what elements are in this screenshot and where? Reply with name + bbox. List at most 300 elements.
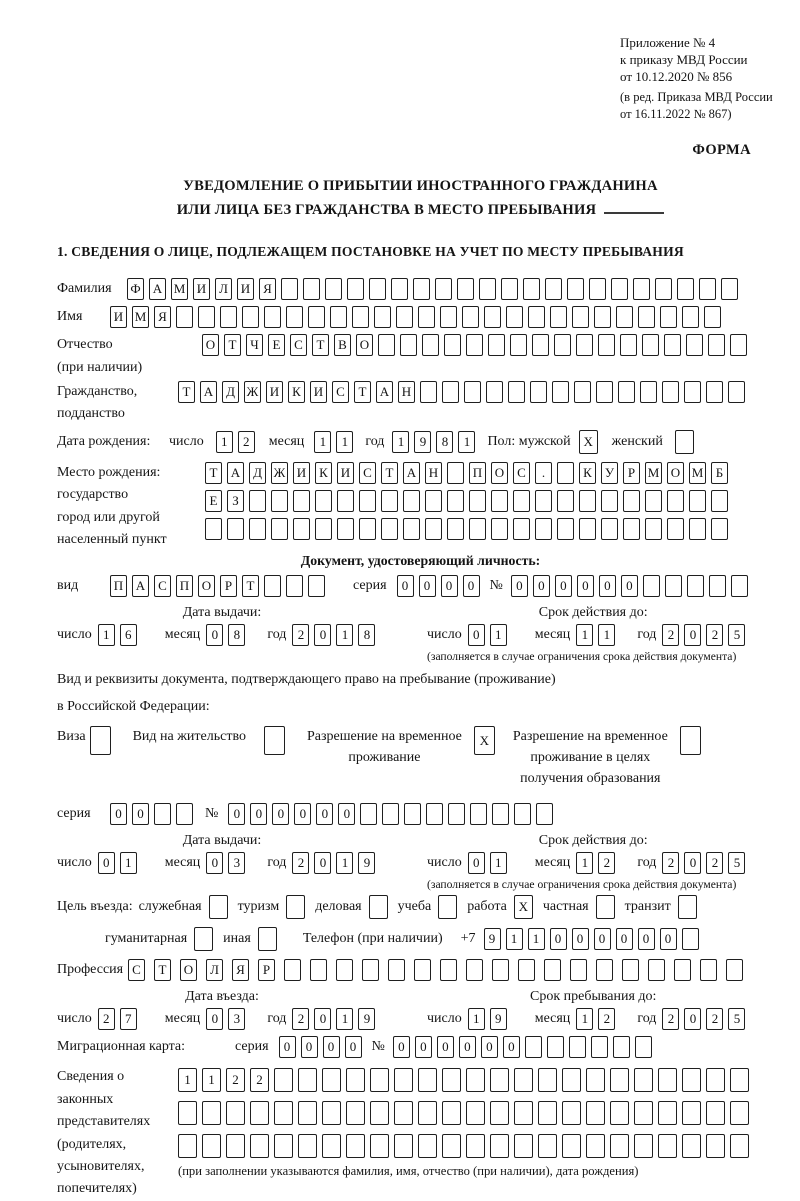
char-cell[interactable]: И bbox=[237, 278, 254, 300]
char-cell[interactable]: 2 bbox=[662, 1008, 679, 1030]
char-cell[interactable] bbox=[538, 1101, 557, 1125]
char-cell[interactable] bbox=[220, 306, 237, 328]
char-cell[interactable]: Т bbox=[224, 334, 241, 356]
char-cell[interactable] bbox=[530, 381, 547, 403]
char-cell[interactable]: 1 bbox=[314, 431, 331, 453]
char-cell[interactable] bbox=[596, 895, 615, 919]
char-cell[interactable] bbox=[310, 959, 327, 981]
char-cell[interactable] bbox=[176, 306, 193, 328]
char-cell[interactable] bbox=[680, 726, 701, 755]
char-cell[interactable] bbox=[347, 278, 364, 300]
char-cell[interactable] bbox=[194, 927, 213, 951]
char-cell[interactable] bbox=[258, 927, 277, 951]
char-cell[interactable] bbox=[264, 726, 285, 755]
char-cell[interactable] bbox=[293, 490, 310, 512]
char-cell[interactable] bbox=[298, 1134, 317, 1158]
char-cell[interactable]: Я bbox=[259, 278, 276, 300]
char-cell[interactable]: 2 bbox=[292, 852, 309, 874]
char-cell[interactable]: X bbox=[514, 895, 533, 919]
char-cell[interactable] bbox=[492, 959, 509, 981]
char-cell[interactable] bbox=[645, 518, 662, 540]
char-cell[interactable] bbox=[202, 1101, 221, 1125]
char-cell[interactable] bbox=[274, 1101, 293, 1125]
char-cell[interactable] bbox=[286, 895, 305, 919]
char-cell[interactable]: 1 bbox=[576, 1008, 593, 1030]
char-cell[interactable] bbox=[370, 1101, 389, 1125]
char-cell[interactable] bbox=[394, 1101, 413, 1125]
char-cell[interactable]: О bbox=[180, 959, 197, 981]
char-cell[interactable] bbox=[469, 490, 486, 512]
char-cell[interactable]: 2 bbox=[662, 624, 679, 646]
char-cell[interactable] bbox=[274, 1134, 293, 1158]
char-cell[interactable]: 5 bbox=[728, 1008, 745, 1030]
char-cell[interactable]: 2 bbox=[292, 624, 309, 646]
char-cell[interactable]: 7 bbox=[120, 1008, 137, 1030]
char-cell[interactable] bbox=[352, 306, 369, 328]
char-cell[interactable] bbox=[552, 381, 569, 403]
char-cell[interactable] bbox=[682, 1068, 701, 1092]
char-cell[interactable]: 0 bbox=[415, 1036, 432, 1058]
char-cell[interactable]: . bbox=[535, 462, 552, 484]
char-cell[interactable] bbox=[635, 1036, 652, 1058]
char-cell[interactable] bbox=[391, 278, 408, 300]
char-cell[interactable]: А bbox=[132, 575, 149, 597]
char-cell[interactable] bbox=[677, 278, 694, 300]
char-cell[interactable]: Б bbox=[711, 462, 728, 484]
char-cell[interactable]: 1 bbox=[336, 852, 353, 874]
char-cell[interactable] bbox=[700, 959, 717, 981]
char-cell[interactable]: 2 bbox=[598, 1008, 615, 1030]
char-cell[interactable]: М bbox=[689, 462, 706, 484]
char-cell[interactable]: 1 bbox=[336, 624, 353, 646]
char-cell[interactable] bbox=[488, 334, 505, 356]
char-cell[interactable] bbox=[536, 803, 553, 825]
char-cell[interactable] bbox=[226, 1101, 245, 1125]
char-cell[interactable] bbox=[730, 334, 747, 356]
char-cell[interactable]: 5 bbox=[728, 852, 745, 874]
char-cell[interactable]: 9 bbox=[490, 1008, 507, 1030]
char-cell[interactable]: 2 bbox=[292, 1008, 309, 1030]
char-cell[interactable] bbox=[730, 1134, 749, 1158]
char-cell[interactable] bbox=[447, 490, 464, 512]
char-cell[interactable] bbox=[645, 490, 662, 512]
char-cell[interactable] bbox=[202, 1134, 221, 1158]
char-cell[interactable] bbox=[535, 490, 552, 512]
char-cell[interactable]: 2 bbox=[598, 852, 615, 874]
char-cell[interactable]: 0 bbox=[660, 928, 677, 950]
char-cell[interactable] bbox=[337, 518, 354, 540]
char-cell[interactable] bbox=[682, 928, 699, 950]
char-cell[interactable]: 0 bbox=[437, 1036, 454, 1058]
char-cell[interactable] bbox=[466, 1068, 485, 1092]
char-cell[interactable] bbox=[538, 1134, 557, 1158]
char-cell[interactable]: 2 bbox=[706, 1008, 723, 1030]
char-cell[interactable] bbox=[506, 306, 523, 328]
char-cell[interactable] bbox=[620, 334, 637, 356]
char-cell[interactable] bbox=[730, 1068, 749, 1092]
char-cell[interactable] bbox=[667, 518, 684, 540]
char-cell[interactable] bbox=[689, 490, 706, 512]
char-cell[interactable]: Т bbox=[312, 334, 329, 356]
char-cell[interactable] bbox=[706, 1068, 725, 1092]
char-cell[interactable]: Ж bbox=[271, 462, 288, 484]
char-cell[interactable] bbox=[598, 334, 615, 356]
char-cell[interactable] bbox=[435, 278, 452, 300]
char-cell[interactable] bbox=[404, 803, 421, 825]
char-cell[interactable] bbox=[596, 381, 613, 403]
char-cell[interactable]: З bbox=[227, 490, 244, 512]
char-cell[interactable]: А bbox=[403, 462, 420, 484]
char-cell[interactable] bbox=[250, 1101, 269, 1125]
char-cell[interactable]: 0 bbox=[279, 1036, 296, 1058]
char-cell[interactable] bbox=[557, 518, 574, 540]
char-cell[interactable] bbox=[514, 1101, 533, 1125]
char-cell[interactable]: С bbox=[332, 381, 349, 403]
char-cell[interactable] bbox=[442, 381, 459, 403]
char-cell[interactable] bbox=[638, 306, 655, 328]
char-cell[interactable] bbox=[514, 1068, 533, 1092]
char-cell[interactable]: О bbox=[491, 462, 508, 484]
char-cell[interactable] bbox=[381, 518, 398, 540]
char-cell[interactable] bbox=[662, 381, 679, 403]
char-cell[interactable] bbox=[658, 1134, 677, 1158]
char-cell[interactable]: 0 bbox=[228, 803, 245, 825]
char-cell[interactable] bbox=[538, 1068, 557, 1092]
char-cell[interactable]: 1 bbox=[120, 852, 137, 874]
char-cell[interactable] bbox=[422, 334, 439, 356]
char-cell[interactable] bbox=[513, 518, 530, 540]
char-cell[interactable]: И bbox=[310, 381, 327, 403]
char-cell[interactable]: 3 bbox=[228, 852, 245, 874]
char-cell[interactable] bbox=[572, 306, 589, 328]
char-cell[interactable] bbox=[271, 518, 288, 540]
char-cell[interactable]: 0 bbox=[397, 575, 414, 597]
char-cell[interactable] bbox=[414, 959, 431, 981]
char-cell[interactable] bbox=[308, 306, 325, 328]
char-cell[interactable]: Н bbox=[425, 462, 442, 484]
char-cell[interactable] bbox=[322, 1068, 341, 1092]
char-cell[interactable]: М bbox=[645, 462, 662, 484]
char-cell[interactable] bbox=[298, 1101, 317, 1125]
char-cell[interactable] bbox=[658, 1101, 677, 1125]
char-cell[interactable]: Р bbox=[623, 462, 640, 484]
char-cell[interactable]: 0 bbox=[272, 803, 289, 825]
char-cell[interactable] bbox=[513, 490, 530, 512]
char-cell[interactable] bbox=[528, 306, 545, 328]
char-cell[interactable] bbox=[611, 278, 628, 300]
char-cell[interactable] bbox=[491, 518, 508, 540]
char-cell[interactable]: 0 bbox=[206, 1008, 223, 1030]
char-cell[interactable]: И bbox=[337, 462, 354, 484]
char-cell[interactable] bbox=[664, 334, 681, 356]
char-cell[interactable] bbox=[369, 895, 388, 919]
char-cell[interactable] bbox=[418, 1134, 437, 1158]
char-cell[interactable] bbox=[678, 895, 697, 919]
char-cell[interactable] bbox=[490, 1068, 509, 1092]
char-cell[interactable] bbox=[545, 278, 562, 300]
char-cell[interactable] bbox=[706, 381, 723, 403]
char-cell[interactable]: 0 bbox=[345, 1036, 362, 1058]
char-cell[interactable] bbox=[508, 381, 525, 403]
char-cell[interactable]: 0 bbox=[206, 624, 223, 646]
char-cell[interactable]: 0 bbox=[314, 852, 331, 874]
char-cell[interactable]: Р bbox=[220, 575, 237, 597]
char-cell[interactable] bbox=[403, 518, 420, 540]
char-cell[interactable]: О bbox=[198, 575, 215, 597]
char-cell[interactable]: 0 bbox=[419, 575, 436, 597]
char-cell[interactable] bbox=[457, 278, 474, 300]
char-cell[interactable] bbox=[557, 462, 574, 484]
char-cell[interactable] bbox=[704, 306, 721, 328]
char-cell[interactable] bbox=[369, 278, 386, 300]
char-cell[interactable] bbox=[514, 803, 531, 825]
char-cell[interactable] bbox=[484, 306, 501, 328]
char-cell[interactable] bbox=[293, 518, 310, 540]
char-cell[interactable]: О bbox=[667, 462, 684, 484]
char-cell[interactable] bbox=[633, 278, 650, 300]
char-cell[interactable]: 2 bbox=[250, 1068, 269, 1092]
char-cell[interactable] bbox=[525, 1036, 542, 1058]
char-cell[interactable]: Е bbox=[205, 490, 222, 512]
char-cell[interactable]: Е bbox=[268, 334, 285, 356]
char-cell[interactable] bbox=[469, 518, 486, 540]
char-cell[interactable]: 0 bbox=[684, 624, 701, 646]
char-cell[interactable] bbox=[249, 490, 266, 512]
char-cell[interactable] bbox=[264, 306, 281, 328]
char-cell[interactable] bbox=[574, 381, 591, 403]
char-cell[interactable] bbox=[567, 278, 584, 300]
char-cell[interactable]: 1 bbox=[576, 852, 593, 874]
char-cell[interactable]: И bbox=[293, 462, 310, 484]
char-cell[interactable] bbox=[325, 278, 342, 300]
char-cell[interactable]: Т bbox=[205, 462, 222, 484]
char-cell[interactable] bbox=[205, 518, 222, 540]
char-cell[interactable] bbox=[610, 1068, 629, 1092]
char-cell[interactable]: И bbox=[110, 306, 127, 328]
char-cell[interactable]: X bbox=[579, 430, 598, 454]
char-cell[interactable]: Т bbox=[154, 959, 171, 981]
char-cell[interactable]: В bbox=[334, 334, 351, 356]
char-cell[interactable]: 3 bbox=[228, 1008, 245, 1030]
char-cell[interactable] bbox=[394, 1134, 413, 1158]
char-cell[interactable] bbox=[569, 1036, 586, 1058]
char-cell[interactable] bbox=[618, 381, 635, 403]
char-cell[interactable]: 0 bbox=[314, 1008, 331, 1030]
char-cell[interactable] bbox=[418, 1101, 437, 1125]
char-cell[interactable] bbox=[610, 1134, 629, 1158]
char-cell[interactable] bbox=[687, 575, 704, 597]
char-cell[interactable] bbox=[444, 334, 461, 356]
char-cell[interactable] bbox=[370, 1134, 389, 1158]
char-cell[interactable]: 0 bbox=[621, 575, 638, 597]
char-cell[interactable] bbox=[623, 518, 640, 540]
char-cell[interactable] bbox=[420, 381, 437, 403]
char-cell[interactable]: 1 bbox=[576, 624, 593, 646]
char-cell[interactable] bbox=[378, 334, 395, 356]
char-cell[interactable]: О bbox=[202, 334, 219, 356]
char-cell[interactable]: 0 bbox=[316, 803, 333, 825]
char-cell[interactable]: X bbox=[474, 726, 495, 755]
char-cell[interactable] bbox=[359, 490, 376, 512]
char-cell[interactable] bbox=[209, 895, 228, 919]
char-cell[interactable]: 0 bbox=[550, 928, 567, 950]
char-cell[interactable] bbox=[684, 381, 701, 403]
char-cell[interactable]: 0 bbox=[314, 624, 331, 646]
char-cell[interactable] bbox=[708, 334, 725, 356]
char-cell[interactable]: Ф bbox=[127, 278, 144, 300]
char-cell[interactable] bbox=[667, 490, 684, 512]
char-cell[interactable] bbox=[589, 278, 606, 300]
char-cell[interactable]: 9 bbox=[414, 431, 431, 453]
char-cell[interactable] bbox=[442, 1101, 461, 1125]
char-cell[interactable] bbox=[491, 490, 508, 512]
char-cell[interactable] bbox=[315, 490, 332, 512]
char-cell[interactable] bbox=[298, 1068, 317, 1092]
char-cell[interactable]: 1 bbox=[336, 431, 353, 453]
char-cell[interactable]: Я bbox=[154, 306, 171, 328]
char-cell[interactable] bbox=[374, 306, 391, 328]
char-cell[interactable]: 2 bbox=[662, 852, 679, 874]
char-cell[interactable] bbox=[315, 518, 332, 540]
char-cell[interactable]: 0 bbox=[684, 852, 701, 874]
char-cell[interactable] bbox=[362, 959, 379, 981]
char-cell[interactable]: 0 bbox=[110, 803, 127, 825]
char-cell[interactable] bbox=[249, 518, 266, 540]
char-cell[interactable] bbox=[466, 334, 483, 356]
char-cell[interactable]: 9 bbox=[358, 852, 375, 874]
char-cell[interactable] bbox=[544, 959, 561, 981]
char-cell[interactable] bbox=[674, 959, 691, 981]
char-cell[interactable] bbox=[562, 1101, 581, 1125]
char-cell[interactable] bbox=[447, 462, 464, 484]
char-cell[interactable] bbox=[396, 306, 413, 328]
char-cell[interactable] bbox=[466, 1101, 485, 1125]
char-cell[interactable]: 1 bbox=[468, 1008, 485, 1030]
char-cell[interactable] bbox=[547, 1036, 564, 1058]
char-cell[interactable]: 2 bbox=[706, 624, 723, 646]
char-cell[interactable] bbox=[642, 334, 659, 356]
char-cell[interactable] bbox=[90, 726, 111, 755]
char-cell[interactable] bbox=[178, 1101, 197, 1125]
char-cell[interactable] bbox=[382, 803, 399, 825]
char-cell[interactable] bbox=[370, 1068, 389, 1092]
char-cell[interactable]: К bbox=[315, 462, 332, 484]
char-cell[interactable] bbox=[711, 518, 728, 540]
char-cell[interactable] bbox=[643, 575, 660, 597]
char-cell[interactable]: Т bbox=[178, 381, 195, 403]
char-cell[interactable] bbox=[721, 278, 738, 300]
char-cell[interactable]: 0 bbox=[616, 928, 633, 950]
char-cell[interactable] bbox=[448, 803, 465, 825]
char-cell[interactable] bbox=[322, 1101, 341, 1125]
char-cell[interactable]: 2 bbox=[706, 852, 723, 874]
char-cell[interactable] bbox=[726, 959, 743, 981]
char-cell[interactable] bbox=[634, 1134, 653, 1158]
char-cell[interactable] bbox=[198, 306, 215, 328]
char-cell[interactable]: 9 bbox=[484, 928, 501, 950]
char-cell[interactable] bbox=[709, 575, 726, 597]
char-cell[interactable] bbox=[322, 1134, 341, 1158]
char-cell[interactable] bbox=[271, 490, 288, 512]
char-cell[interactable]: 2 bbox=[238, 431, 255, 453]
char-cell[interactable] bbox=[634, 1068, 653, 1092]
char-cell[interactable] bbox=[492, 803, 509, 825]
char-cell[interactable]: 0 bbox=[468, 624, 485, 646]
char-cell[interactable] bbox=[303, 278, 320, 300]
char-cell[interactable] bbox=[466, 1134, 485, 1158]
char-cell[interactable] bbox=[532, 334, 549, 356]
char-cell[interactable]: 0 bbox=[393, 1036, 410, 1058]
char-cell[interactable] bbox=[346, 1068, 365, 1092]
char-cell[interactable] bbox=[510, 334, 527, 356]
char-cell[interactable] bbox=[394, 1068, 413, 1092]
char-cell[interactable] bbox=[711, 490, 728, 512]
char-cell[interactable] bbox=[623, 490, 640, 512]
char-cell[interactable] bbox=[655, 278, 672, 300]
char-cell[interactable]: 2 bbox=[226, 1068, 245, 1092]
char-cell[interactable]: С bbox=[128, 959, 145, 981]
char-cell[interactable] bbox=[576, 334, 593, 356]
char-cell[interactable]: С bbox=[513, 462, 530, 484]
char-cell[interactable] bbox=[682, 1101, 701, 1125]
char-cell[interactable] bbox=[518, 959, 535, 981]
char-cell[interactable] bbox=[665, 575, 682, 597]
char-cell[interactable] bbox=[418, 306, 435, 328]
char-cell[interactable] bbox=[388, 959, 405, 981]
char-cell[interactable] bbox=[274, 1068, 293, 1092]
char-cell[interactable]: К bbox=[579, 462, 596, 484]
char-cell[interactable] bbox=[570, 959, 587, 981]
char-cell[interactable]: А bbox=[227, 462, 244, 484]
char-cell[interactable]: 1 bbox=[528, 928, 545, 950]
char-cell[interactable]: Ж bbox=[244, 381, 261, 403]
char-cell[interactable]: Р bbox=[258, 959, 275, 981]
char-cell[interactable]: 0 bbox=[206, 852, 223, 874]
char-cell[interactable] bbox=[682, 1134, 701, 1158]
char-cell[interactable] bbox=[686, 334, 703, 356]
char-cell[interactable] bbox=[601, 518, 618, 540]
char-cell[interactable]: 0 bbox=[463, 575, 480, 597]
char-cell[interactable] bbox=[550, 306, 567, 328]
char-cell[interactable]: И bbox=[266, 381, 283, 403]
char-cell[interactable] bbox=[250, 1134, 269, 1158]
char-cell[interactable]: О bbox=[356, 334, 373, 356]
char-cell[interactable] bbox=[308, 575, 325, 597]
char-cell[interactable] bbox=[440, 959, 457, 981]
char-cell[interactable] bbox=[381, 490, 398, 512]
char-cell[interactable] bbox=[360, 803, 377, 825]
char-cell[interactable]: 6 bbox=[120, 624, 137, 646]
char-cell[interactable]: 0 bbox=[572, 928, 589, 950]
char-cell[interactable] bbox=[330, 306, 347, 328]
char-cell[interactable]: 1 bbox=[598, 624, 615, 646]
char-cell[interactable]: 5 bbox=[728, 624, 745, 646]
char-cell[interactable] bbox=[586, 1134, 605, 1158]
char-cell[interactable]: 0 bbox=[98, 852, 115, 874]
char-cell[interactable]: 8 bbox=[228, 624, 245, 646]
char-cell[interactable] bbox=[154, 803, 171, 825]
char-cell[interactable] bbox=[462, 306, 479, 328]
char-cell[interactable]: 0 bbox=[468, 852, 485, 874]
char-cell[interactable] bbox=[264, 575, 281, 597]
char-cell[interactable]: 0 bbox=[323, 1036, 340, 1058]
char-cell[interactable]: А bbox=[376, 381, 393, 403]
char-cell[interactable]: 0 bbox=[132, 803, 149, 825]
char-cell[interactable]: 0 bbox=[533, 575, 550, 597]
char-cell[interactable]: Л bbox=[206, 959, 223, 981]
char-cell[interactable] bbox=[286, 575, 303, 597]
char-cell[interactable] bbox=[586, 1068, 605, 1092]
